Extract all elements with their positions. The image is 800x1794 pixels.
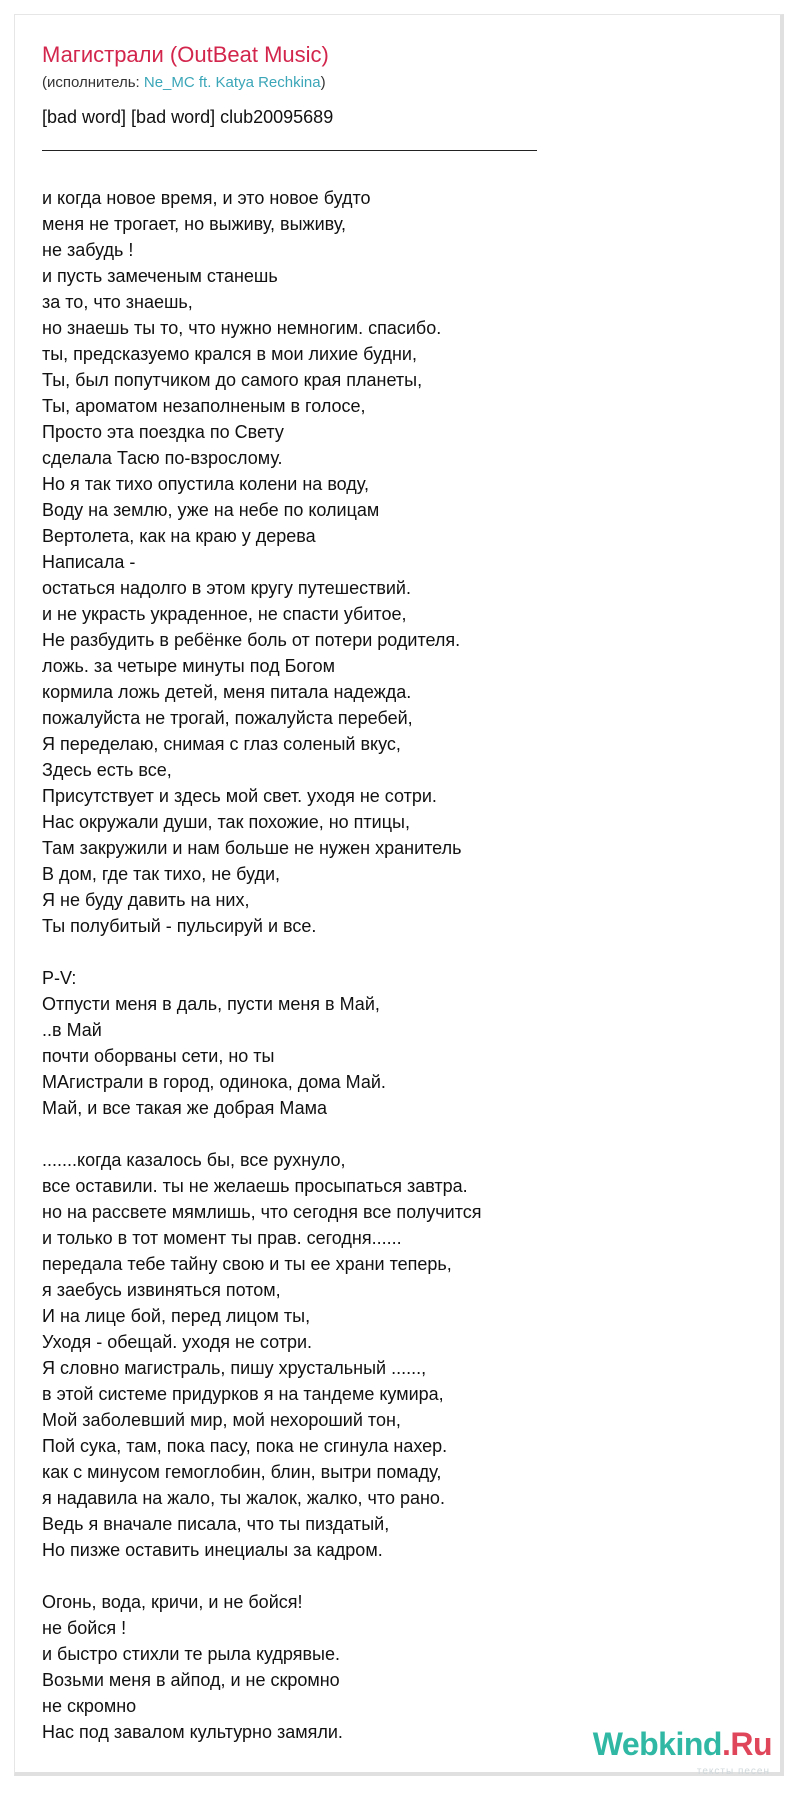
lyric-line: пожалуйста не трогай, пожалуйста перебей,: [42, 708, 413, 728]
lyric-line: Огонь, вода, кричи, и не бойся!: [42, 1592, 303, 1612]
lyric-line: в этой системе придурков я на тандеме кумира,: [42, 1384, 444, 1404]
lyric-line: почти оборваны сети, но ты: [42, 1046, 275, 1066]
lyric-line: сделала Тасю по-взрослому.: [42, 448, 283, 468]
lyric-line: ложь. за четыре минуты под Богом: [42, 656, 335, 676]
logo-tagline: тексты песен: [696, 1766, 770, 1777]
lyric-line: Там закружили и нам больше не нужен хранитель: [42, 838, 462, 858]
lyric-line: Ты, ароматом незаполненым в голосе,: [42, 396, 366, 416]
lyric-line: кормила ложь детей, меня питала надежда.: [42, 682, 412, 702]
lyric-line: И на лице бой, перед лицом ты,: [42, 1306, 311, 1326]
lyric-line: и пусть замеченым станешь: [42, 266, 278, 286]
lyric-line: все оставили. ты не желаешь просыпаться завтра.: [42, 1176, 468, 1196]
lyric-line: Ты, был попутчиком до самого края планеты,: [42, 370, 423, 390]
performer-prefix: (исполнитель:: [42, 74, 144, 91]
lyric-line: P-V:: [42, 968, 77, 988]
divider: [42, 150, 537, 151]
lyric-line: я заебусь извиняться потом,: [42, 1280, 281, 1300]
lyric-line: и не украсть украденное, не спасти убитое,: [42, 604, 407, 624]
lyric-line: Вертолета, как на краю у дерева: [42, 526, 316, 546]
lyric-line: [42, 1563, 602, 1589]
lyrics-body: [42, 185, 602, 1745]
lyric-line: я надавила на жало, ты жалок, жалко, что рано.: [42, 1488, 445, 1508]
lyric-line: за то, что знаешь,: [42, 292, 193, 312]
lyric-line: Пой сука, там, пока пасу, пока не сгинула нахер.: [42, 1436, 448, 1456]
lyric-line: не скромно: [42, 1696, 137, 1716]
lyric-line: но знаешь ты то, что нужно немногим. спасибо.: [42, 318, 442, 338]
lyric-line: МАгистрали в город, одинока, дома Май.: [42, 1072, 386, 1092]
subtitle-line: [bad word] [bad word] club20095689: [42, 107, 334, 127]
lyric-line: Но пизже оставить инециалы за кадром.: [42, 1540, 383, 1560]
logo-tld: .Ru: [721, 1726, 772, 1762]
lyric-line: В дом, где так тихо, не буди,: [42, 864, 281, 884]
lyric-line: Присутствует и здесь мой свет. уходя не сотри.: [42, 786, 437, 806]
webkind-logo[interactable]: [586, 1726, 786, 1786]
performer-suffix: ): [320, 74, 326, 91]
lyric-line: как с минусом гемоглобин, блин, вытри помаду,: [42, 1462, 442, 1482]
performer-link[interactable]: Ne_MC ft. Katya Rechkina: [143, 74, 321, 91]
song-title: Магистрали (OutBeat Music): [42, 42, 329, 67]
lyric-line: .......когда казалось бы, все рухнуло,: [42, 1150, 346, 1170]
lyric-line: Нас окружали души, так похожие, но птицы,: [42, 812, 410, 832]
lyric-line: передала тебе тайну свою и ты ее храни теперь,: [42, 1254, 452, 1274]
lyric-line: Я словно магистраль, пишу хрустальный ......,: [42, 1358, 427, 1378]
lyric-line: [42, 1121, 602, 1147]
lyric-line: и когда новое время, и это новое будто: [42, 188, 371, 208]
logo-name: Webkind: [592, 1726, 722, 1762]
lyric-line: Ведь я вначале писала, что ты пиздатый,: [42, 1514, 390, 1534]
lyric-line: Воду на землю, уже на небе по колицам: [42, 500, 380, 520]
lyric-line: и только в тот момент ты прав. сегодня......: [42, 1228, 402, 1248]
performer-line: [42, 74, 326, 91]
lyric-line: Но я так тихо опустила колени на воду,: [42, 474, 369, 494]
lyric-line: Нас под завалом культурно замяли.: [42, 1722, 343, 1742]
lyric-line: Не разбудить в ребёнке боль от потери родителя.: [42, 630, 461, 650]
lyric-line: Здесь есть все,: [42, 760, 172, 780]
lyric-line: но на рассвете мямлишь, что сегодня все получится: [42, 1202, 482, 1222]
lyric-line: ты, предсказуемо крался в мои лихие будни,: [42, 344, 417, 364]
lyric-line: Отпусти меня в даль, пусти меня в Май,: [42, 994, 380, 1014]
lyric-line: Я переделаю, снимая с глаз соленый вкус,: [42, 734, 401, 754]
lyric-line: Май, и все такая же добрая Мама: [42, 1098, 328, 1118]
lyric-line: Просто эта поездка по Свету: [42, 422, 284, 442]
lyric-line: Мой заболевший мир, мой нехороший тон,: [42, 1410, 401, 1430]
lyric-line: не забудь !: [42, 240, 134, 260]
lyric-line: и быстро стихли те рыла кудрявые.: [42, 1644, 340, 1664]
lyric-line: меня не трогает, но выживу, выживу,: [42, 214, 347, 234]
lyric-line: Возьми меня в айпод, и не скромно: [42, 1670, 340, 1690]
lyric-line: не бойся !: [42, 1618, 127, 1638]
lyric-line: Написала -: [42, 552, 136, 572]
lyric-line: Ты полубитый - пульсируй и все.: [42, 916, 317, 936]
lyric-line: Уходя - обещай. уходя не сотри.: [42, 1332, 313, 1352]
lyric-line: Я не буду давить на них,: [42, 890, 250, 910]
lyric-line: [42, 939, 602, 965]
logo-wordmark: [593, 1726, 772, 1763]
lyric-line: ..в Май: [42, 1020, 102, 1040]
lyric-line: остаться надолго в этом кругу путешествий.: [42, 578, 411, 598]
